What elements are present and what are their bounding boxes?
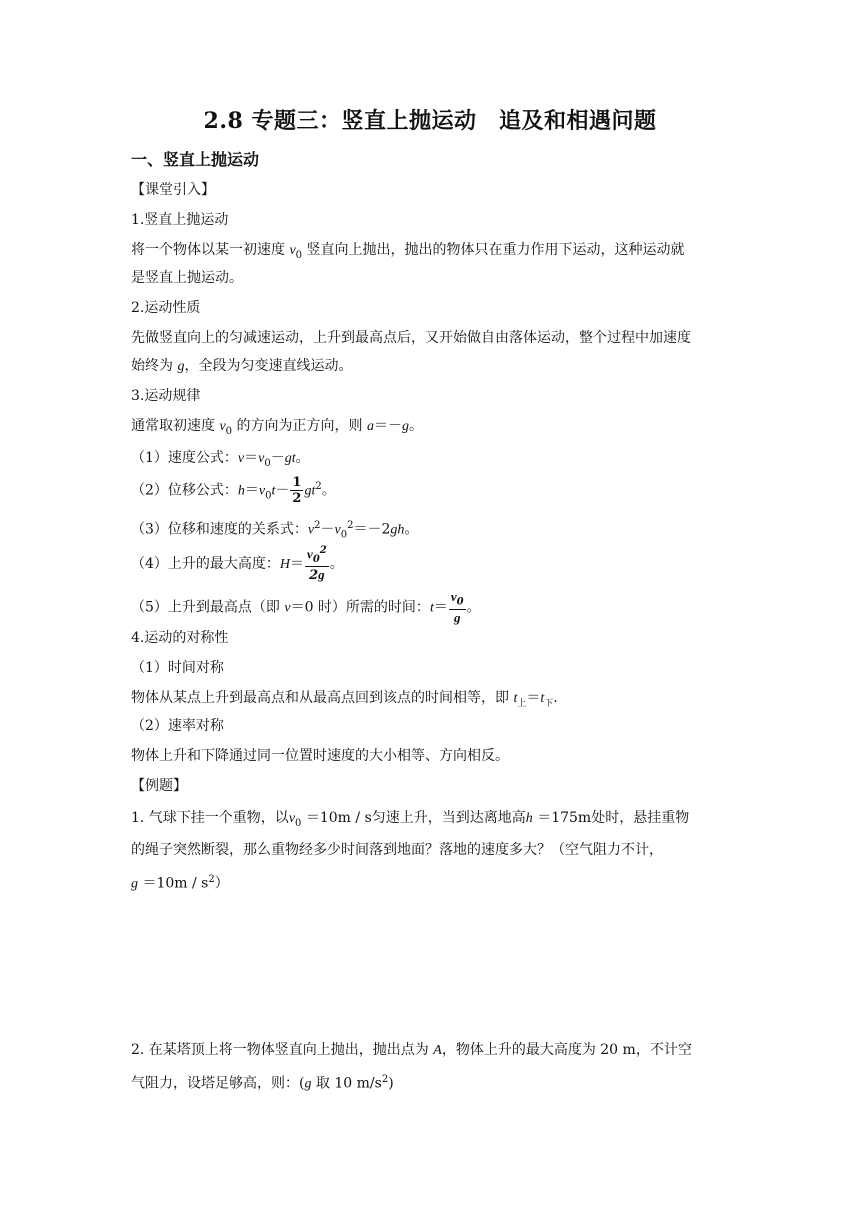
intro-label: 【课堂引入】 (131, 182, 215, 198)
formula-rise-time: （5）上升到最高点（即 v＝0 时）所需的时间：t＝ $\frac{v_0}{g}$ 。 (131, 589, 481, 625)
formula-displacement: （2）位移公式：$h=v_0t-$ $\frac{1}{2}$ $gt^2$。 (131, 475, 336, 506)
formula-relation: （3）位移和速度的关系式：$v^2-v_0^2=-2gh$。 (131, 520, 419, 541)
symmetry-speed-heading: （2）速率对称 (131, 718, 224, 734)
example-2: 2. 在某塔顶上将一物体竖直向上抛出，抛出点为 A，物体上升的最大高度为 20 m，不计空 (131, 1042, 692, 1058)
subheading-3: 3.运动规律 (131, 388, 201, 404)
paragraph-2-cont: 始终为 g，全段为匀变速直线运动。 (131, 358, 353, 374)
subheading-4: 4.运动的对称性 (131, 630, 229, 646)
subheading-1: 1.竖直上抛运动 (131, 212, 229, 228)
symmetry-speed-text: 物体上升和下降通过同一位置时速度的大小相等、方向相反。 (131, 748, 509, 764)
symmetry-time-text: 物体从某点上升到最高点和从最高点回到该点的时间相等，即 $t_上=t_下$. (131, 690, 558, 709)
example-1: 1. 气球下挂一个重物，以$v_0 =10m / s$匀速上升，当到达离地高h ＝175m处时，悬挂重物 (131, 810, 690, 829)
paragraph-1: 将一个物体以某一初速度 $v_0$ 竖直向上抛出，抛出的物体只在重力作用下运动，这种运动就 (131, 242, 685, 261)
paragraph-1-cont: 是竖直上抛运动。 (131, 270, 243, 286)
paragraph-3: 通常取初速度 $v_0$ 的方向为正方向，则 a＝－g。 (131, 418, 423, 437)
symmetry-time-heading: （1）时间对称 (131, 660, 224, 676)
page-title: 2.8 专题三：竖直上抛运动 追及和相遇问题 (203, 108, 657, 134)
section-heading: 一、竖直上抛运动 (131, 150, 260, 169)
formula-velocity: （1）速度公式：$v=v_0-gt$。 (131, 450, 310, 469)
example-1-cont-2: $g =10m / s^2$） (131, 874, 229, 892)
example-label: 【例题】 (131, 778, 187, 794)
example-1-cont: 的绳子突然断裂，那么重物经多少时间落到地面？落地的速度多大？（空气阻力不计， (131, 842, 663, 858)
paragraph-2: 先做竖直向上的匀减速运动，上升到最高点后，又开始做自由落体运动，整个过程中加速度 (131, 330, 691, 346)
example-2-cont: 气阻力，设塔足够高，则：(g 取 10 $m/s^2$) (131, 1074, 394, 1092)
formula-max-height: （4）上升的最大高度：H＝ $\frac{v_0^2}{2g}$ 。 (131, 545, 344, 583)
subheading-2: 2.运动性质 (131, 300, 201, 316)
